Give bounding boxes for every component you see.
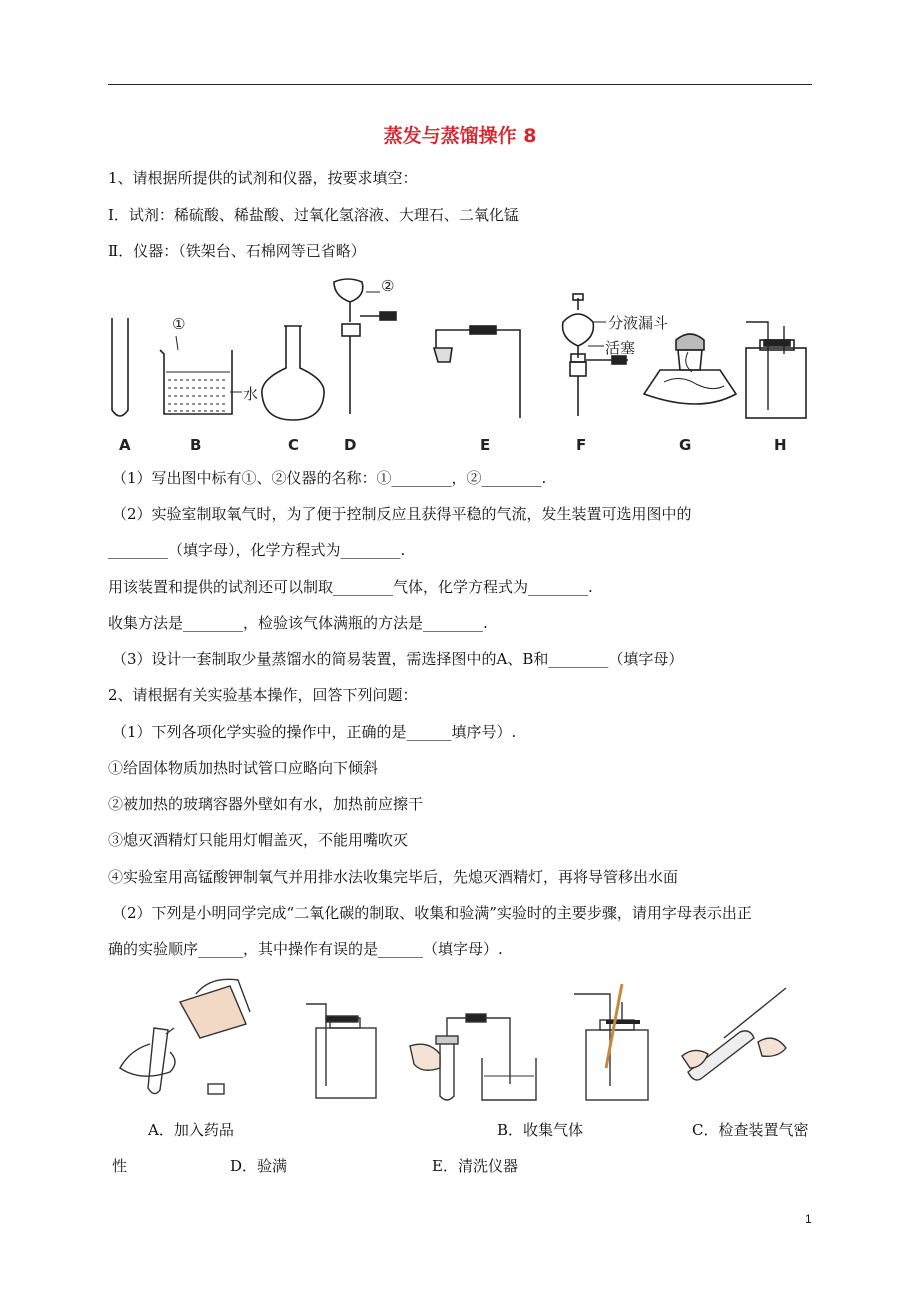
q2-intro: 2、请根据有关实验基本操作，回答下列问题：	[108, 686, 418, 704]
apparatus-figure	[100, 270, 820, 465]
q2-part1: （1）下列各项化学实验的操作中，正确的是______填序号）.	[112, 723, 517, 741]
q2-part2-line2: 确的实验顺序______，其中操作有误的是______（填字母）.	[108, 940, 503, 958]
collecting-gas-illustration	[410, 1014, 536, 1100]
q1-instruments: Ⅱ．仪器：（铁架台、石棉网等已省略）	[108, 242, 366, 260]
q1-part1: （1）写出图中标有①、②仪器的名称：①________，②________.	[112, 469, 547, 487]
q1-reagents: Ⅰ．试剂：稀硫酸、稀盐酸、过氧化氢溶液、大理石、二氧化锰	[108, 206, 519, 224]
q1-part2-line4: 收集方法是________，检验该气体满瓶的方法是________.	[108, 614, 488, 632]
q2-option-3: ③熄灭酒精灯只能用灯帽盖灭，不能用嘴吹灭	[108, 831, 409, 849]
beaker-b	[160, 336, 242, 414]
q1-part2-line1: （2）实验室制取氧气时，为了便于控制反应且获得平稳的气流，发生装置可选用图中的	[112, 505, 692, 523]
q2-option-4: ④实验室用高锰酸钾制氧气并用排水法收集完毕后，先熄灭酒精灯，再将导管移出水面	[108, 868, 679, 886]
figure-label-c: C	[288, 436, 300, 454]
annotation-circle1: ①	[172, 315, 186, 333]
washing-tube-illustration	[682, 988, 786, 1080]
caption-e: E．清洗仪器	[432, 1157, 518, 1175]
test-tube-a	[112, 318, 128, 416]
caption-a: A．加入药品	[148, 1121, 234, 1139]
q1-part3: （3）设计一套制取少量蒸馏水的简易装置，需选择图中的A、B和________（填字母）	[112, 650, 684, 668]
adding-reagent-illustration	[120, 979, 250, 1094]
q1-intro: 1、请根据所提供的试剂和仪器，按要求填空：	[108, 169, 418, 187]
annotation-water: 水	[243, 385, 259, 403]
figure-label-e: E	[480, 436, 491, 454]
funnel-d	[334, 279, 396, 414]
figure-label-a: A	[119, 436, 131, 454]
alcohol-lamp-g	[644, 334, 736, 404]
q2-option-1: ①给固体物质加热时试管口应略向下倾斜	[108, 759, 379, 777]
delivery-tube-e	[434, 326, 520, 418]
figure-label-d: D	[344, 436, 357, 454]
flask-c	[262, 326, 324, 420]
checking-full-illustration	[574, 984, 648, 1100]
annotation-separating-funnel: 分液漏斗	[608, 314, 669, 332]
q1-part2-line2: ________（填字母），化学方程式为________.	[108, 541, 406, 559]
page-title: 蒸发与蒸馏操作 8	[383, 125, 537, 147]
figure-label-f: F	[576, 436, 587, 454]
figure-label-g: G	[679, 436, 692, 454]
figure-label-h: H	[774, 436, 787, 454]
gas-bottle-h	[746, 322, 806, 418]
q1-part2-line3: 用该装置和提供的试剂还可以制取________气体，化学方程式为________.	[108, 578, 593, 596]
caption-c-cont: 性	[112, 1157, 128, 1175]
q2-part2-line1: （2）下列是小明同学完成“二氧化碳的制取、收集和验满”实验时的主要步骤，请用字母表示出正	[112, 904, 752, 922]
caption-c: C．检查装置气密	[692, 1121, 809, 1139]
annotation-circle2: ②	[381, 277, 395, 295]
header-rule	[108, 84, 812, 85]
page-number: 1	[805, 1212, 812, 1226]
gas-bottle-illustration	[306, 1004, 376, 1098]
q2-option-2: ②被加热的玻璃容器外壁如有水，加热前应擦干	[108, 795, 424, 813]
caption-d: D．验满	[230, 1157, 288, 1175]
annotation-stopcock: 活塞	[605, 339, 636, 357]
figure-label-b: B	[190, 436, 202, 454]
caption-b: B．收集气体	[497, 1121, 584, 1139]
operations-figure	[110, 972, 810, 1112]
